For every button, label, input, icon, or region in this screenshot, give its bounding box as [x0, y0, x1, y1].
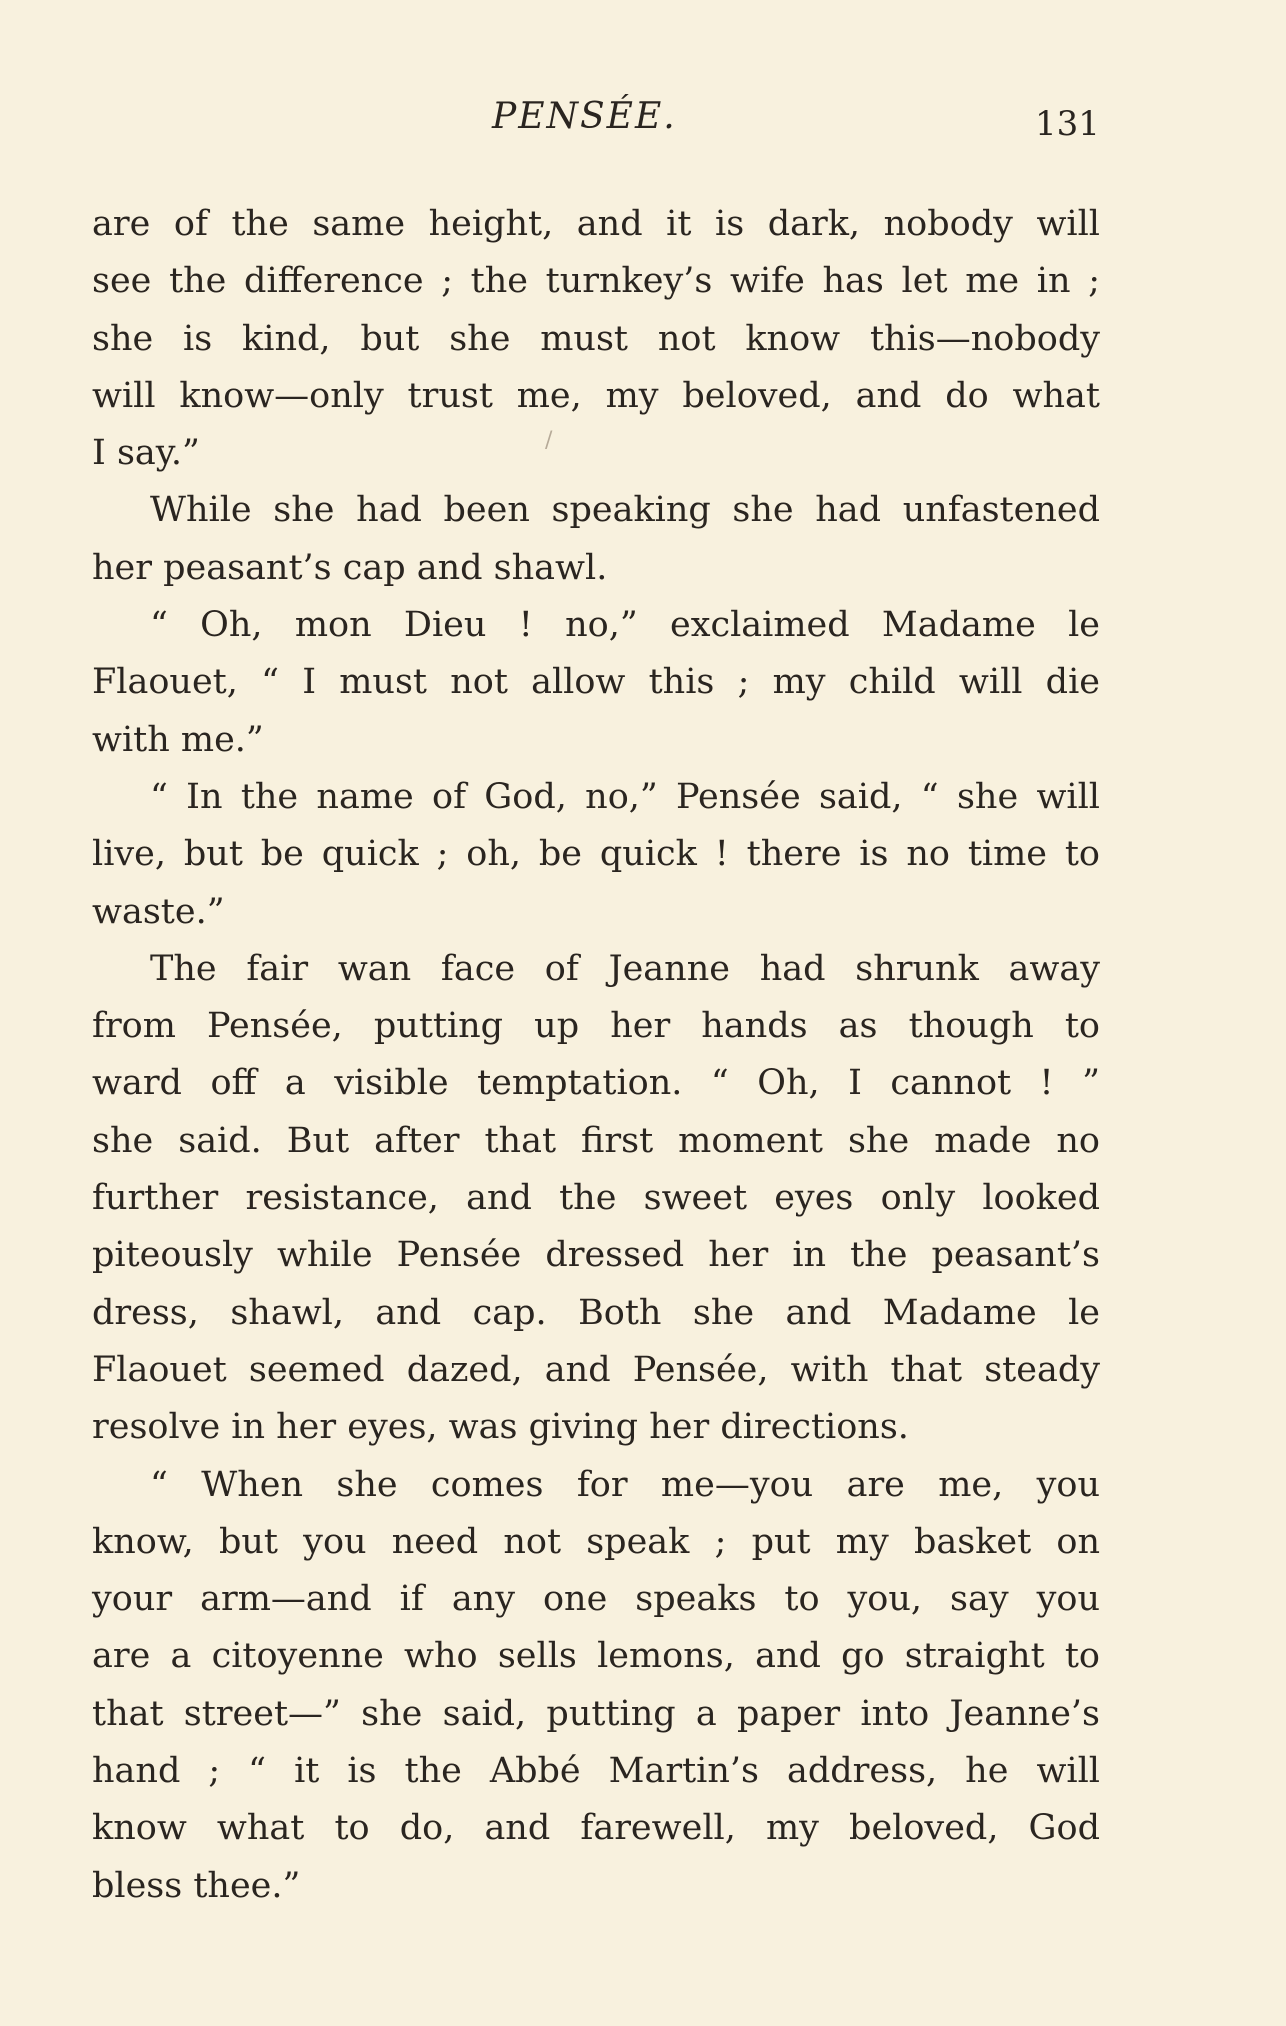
text-line: dress, shawl, and cap. Both she and Madame le — [92, 1292, 1100, 1333]
text-line: resolve in her eyes, was giving her directions. — [92, 1407, 909, 1448]
text-line: live, but be quick ; oh, be quick ! there is no time to — [92, 834, 1100, 875]
text-line: that street—” she said, putting a paper into Jeanne’s — [92, 1693, 1100, 1734]
text-line: The fair wan face of Jeanne had shrunk away — [150, 948, 1100, 989]
text-line: Flaouet, “ I must not allow this ; my child will die — [92, 662, 1100, 703]
text-line: know what to do, and farewell, my beloved, God — [92, 1808, 1100, 1849]
text-line: bless thee.” — [92, 1865, 301, 1906]
text-line: with me.” — [92, 719, 264, 760]
text-line: are a citoyenne who sells lemons, and go straight to — [92, 1636, 1100, 1677]
text-line: will know—only trust me, my beloved, and do what — [92, 375, 1100, 416]
page-number: 131 — [1035, 104, 1100, 144]
text-line: ward off a visible temptation. “ Oh, I cannot ! ” — [92, 1063, 1100, 1104]
text-line: “ When she comes for me—you are me, you — [150, 1464, 1100, 1505]
text-line: your arm—and if any one speaks to you, say you — [92, 1579, 1100, 1620]
text-line: her peasant’s cap and shawl. — [92, 547, 608, 588]
text-line: I say.” — [92, 433, 200, 474]
text-line: “ Oh, mon Dieu ! no,” exclaimed Madame le — [150, 605, 1100, 646]
page-header — [0, 96, 1286, 156]
text-line: waste.” — [92, 891, 225, 932]
running-title: PENSÉE. — [492, 96, 677, 137]
text-line: see the difference ; the turnkey’s wife has let me in ; — [92, 261, 1100, 302]
text-line: “ In the name of God, no,” Pensée said, “ she will — [150, 776, 1100, 817]
text-line: Flaouet seemed dazed, and Pensée, with that steady — [92, 1349, 1100, 1390]
text-line: hand ; “ it is the Abbé Martin’s address, he will — [92, 1751, 1100, 1792]
text-line: piteously while Pensée dressed her in the peasant’s — [92, 1235, 1100, 1276]
text-line: are of the same height, and it is dark, nobody will — [92, 204, 1100, 244]
text-line: While she had been speaking she had unfastened — [150, 490, 1100, 531]
body-text — [92, 196, 1100, 1915]
text-line: further resistance, and the sweet eyes only looked — [92, 1178, 1100, 1219]
stray-ink-mark: / — [545, 428, 553, 453]
text-line: she is kind, but she must not know this—nobody — [92, 318, 1100, 359]
text-line: she said. But after that first moment she made no — [92, 1120, 1100, 1161]
text-line: from Pensée, putting up her hands as though to — [92, 1006, 1100, 1047]
text-line: know, but you need not speak ; put my basket on — [92, 1521, 1100, 1562]
